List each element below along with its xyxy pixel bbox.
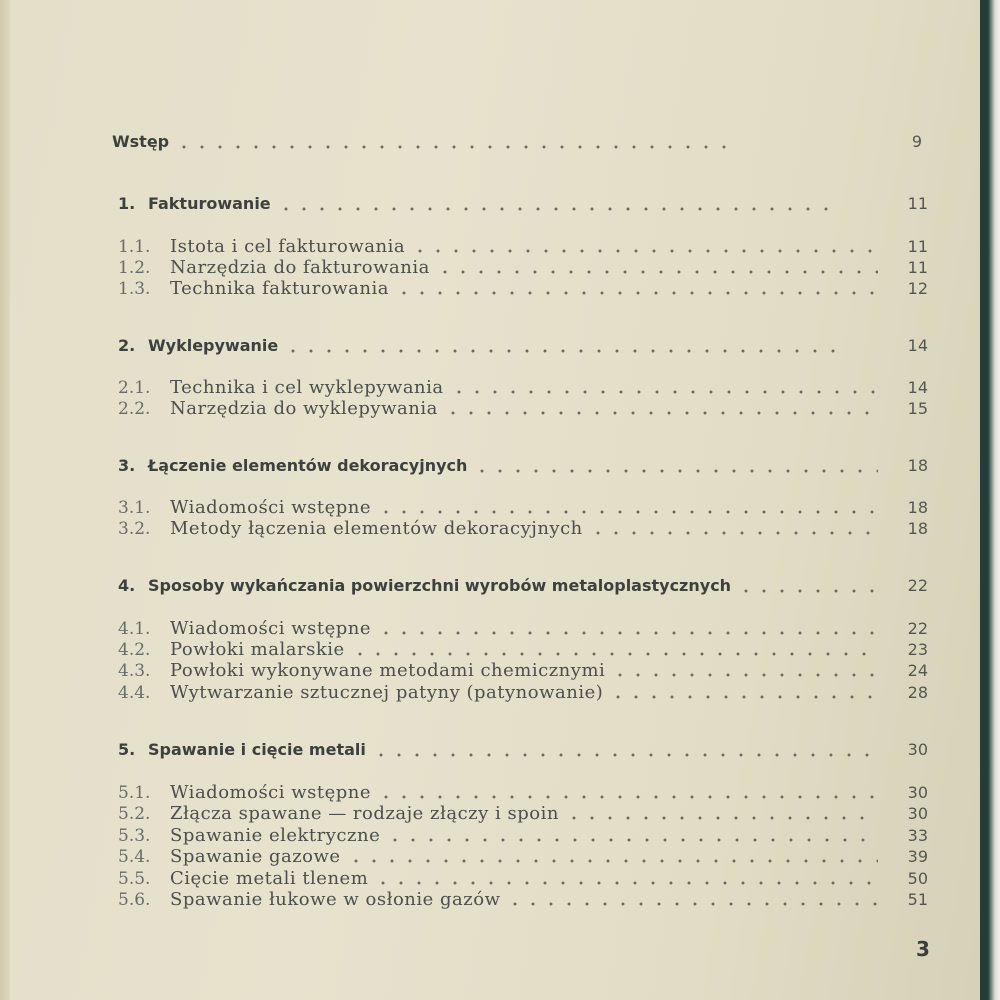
toc-entry-page: 23 (907, 640, 928, 659)
toc-entry-title: Złącza spawane — rodzaje złączy i spoin (170, 803, 559, 824)
toc-chapter-row (118, 194, 928, 216)
toc-entry-title: Technika i cel wyklepywania (170, 377, 444, 398)
toc-dot-leader (377, 631, 878, 635)
toc-entry-page: 14 (907, 378, 928, 397)
toc-entry-page: 22 (907, 619, 928, 638)
toc-dot-leader (444, 411, 878, 415)
toc-entry-page: 12 (907, 279, 928, 298)
toc-dot-leader (565, 816, 878, 820)
toc-dot-leader (284, 349, 844, 353)
toc-entry-number: 4.4. (118, 683, 151, 703)
toc-dot-leader (386, 838, 878, 842)
toc-dot-leader (436, 270, 878, 274)
toc-entry-title: Powłoki malarskie (170, 639, 345, 660)
toc-entry-page: 11 (907, 194, 928, 213)
toc-dot-leader (506, 902, 878, 906)
toc-entry-title: Wyklepywanie (148, 336, 279, 355)
toc-section-row (118, 660, 928, 682)
toc-entry-title: Wiadomości wstępne (170, 782, 372, 803)
toc-entry-number: 4.1. (118, 619, 151, 639)
toc-entry-number: 5.1. (118, 783, 151, 803)
book-cover-edge (980, 0, 1000, 1000)
toc-dot-leader (473, 469, 878, 473)
toc-section-row (118, 825, 928, 847)
toc-dot-leader (277, 207, 837, 211)
toc-chapter-row (112, 132, 922, 154)
toc-dot-leader (374, 881, 878, 885)
toc-entry-page: 9 (911, 132, 922, 151)
toc-dot-leader (589, 531, 878, 535)
toc-section-row (118, 398, 928, 420)
toc-section-row (118, 618, 928, 640)
toc-dot-leader (411, 249, 878, 253)
toc-entry-page: 28 (907, 683, 928, 702)
toc-chapter-row (118, 576, 928, 598)
toc-entry-number: 1.1. (118, 237, 151, 257)
page-left-edge (0, 0, 10, 1000)
toc-dot-leader (372, 753, 878, 757)
toc-entry-title: Fakturowanie (148, 194, 271, 213)
toc-entry-title: Cięcie metali tlenem (170, 868, 369, 889)
toc-dot-leader (609, 695, 878, 699)
toc-entry-page: 51 (907, 890, 928, 909)
toc-section-row (118, 782, 928, 804)
toc-entry-number: 3.1. (118, 498, 151, 518)
toc-section-row (118, 846, 928, 868)
toc-entry-title: Powłoki wykonywane metodami chemicznymi (170, 660, 606, 681)
toc-entry-page: 22 (907, 576, 928, 595)
toc-dot-leader (351, 652, 878, 656)
toc-entry-number: 5.4. (118, 847, 151, 867)
toc-section-row (118, 377, 928, 399)
toc-entry-title: Metody łączenia elementów dekoracyjnych (170, 518, 583, 539)
toc-entry-title: Narzędzia do fakturowania (170, 257, 430, 278)
toc-entry-number: 3. (118, 456, 136, 475)
toc-chapter-row (118, 740, 928, 762)
toc-entry-page: 18 (907, 456, 928, 475)
toc-entry-number: 1.2. (118, 258, 151, 278)
toc-entry-number: 4.2. (118, 640, 151, 660)
toc-section-row (118, 889, 928, 911)
toc-dot-leader (347, 859, 878, 863)
toc-section-row (118, 682, 928, 704)
toc-section-row (118, 236, 928, 258)
toc-section-row (118, 497, 928, 519)
toc-dot-leader (377, 795, 878, 799)
toc-entry-page: 18 (907, 519, 928, 538)
toc-entry-number: 2.1. (118, 378, 151, 398)
toc-section-row (118, 257, 928, 279)
toc-entry-page: 50 (907, 869, 928, 888)
toc-section-row (118, 278, 928, 300)
toc-entry-number: 4. (118, 576, 136, 595)
toc-entry-page: 18 (907, 498, 928, 517)
toc-entry-page: 30 (907, 740, 928, 759)
toc-entry-title: Spawanie i cięcie metali (148, 740, 366, 759)
toc-entry-number: 1. (118, 194, 136, 213)
toc-section-row (118, 868, 928, 890)
toc-entry-number: 5.6. (118, 890, 151, 910)
toc-entry-title: Wstęp (112, 132, 170, 151)
toc-entry-page: 11 (907, 258, 928, 277)
toc-chapter-row (118, 336, 928, 358)
toc-entry-title: Sposoby wykańczania powierzchni wyrobów metaloplastycznych (148, 576, 732, 595)
toc-entry-page: 33 (907, 826, 928, 845)
toc-entry-number: 4.3. (118, 661, 151, 681)
toc-entry-page: 30 (907, 804, 928, 823)
toc-entry-title: Spawanie gazowe (170, 846, 341, 867)
toc-entry-title: Wiadomości wstępne (170, 497, 372, 518)
toc-entry-page: 15 (907, 399, 928, 418)
toc-entry-number: 5.2. (118, 804, 151, 824)
toc-dot-leader (377, 510, 878, 514)
toc-dot-leader (737, 589, 878, 593)
toc-entry-page: 24 (907, 661, 928, 680)
page-number: 3 (916, 937, 930, 961)
toc-dot-leader (175, 145, 735, 149)
toc-entry-title: Spawanie elektryczne (170, 825, 381, 846)
toc-entry-title: Narzędzia do wyklepywania (170, 398, 438, 419)
toc-entry-number: 2.2. (118, 399, 151, 419)
toc-entry-number: 3.2. (118, 519, 151, 539)
toc-entry-page: 30 (907, 783, 928, 802)
toc-section-row (118, 803, 928, 825)
toc-entry-number: 5. (118, 740, 136, 759)
toc-chapter-row (118, 456, 928, 478)
toc-dot-leader (395, 291, 878, 295)
toc-entry-title: Technika fakturowania (170, 278, 389, 299)
toc-entry-page: 39 (907, 847, 928, 866)
toc-entry-title: Wiadomości wstępne (170, 618, 372, 639)
toc-entry-number: 5.5. (118, 869, 151, 889)
toc-dot-leader (611, 673, 878, 677)
toc-entry-title: Spawanie łukowe w osłonie gazów (170, 889, 501, 910)
toc-entry-page: 14 (907, 336, 928, 355)
toc-entry-number: 1.3. (118, 279, 151, 299)
toc-dot-leader (450, 390, 878, 394)
toc-section-row (118, 639, 928, 661)
toc-entry-title: Istota i cel fakturowania (170, 236, 406, 257)
toc-entry-page: 11 (907, 237, 928, 256)
toc-entry-number: 2. (118, 336, 136, 355)
toc-entry-title: Łączenie elementów dekoracyjnych (148, 456, 468, 475)
toc-section-row (118, 518, 928, 540)
toc-entry-number: 5.3. (118, 826, 151, 846)
toc-entry-title: Wytwarzanie sztucznej patyny (patynowanie) (170, 682, 604, 703)
